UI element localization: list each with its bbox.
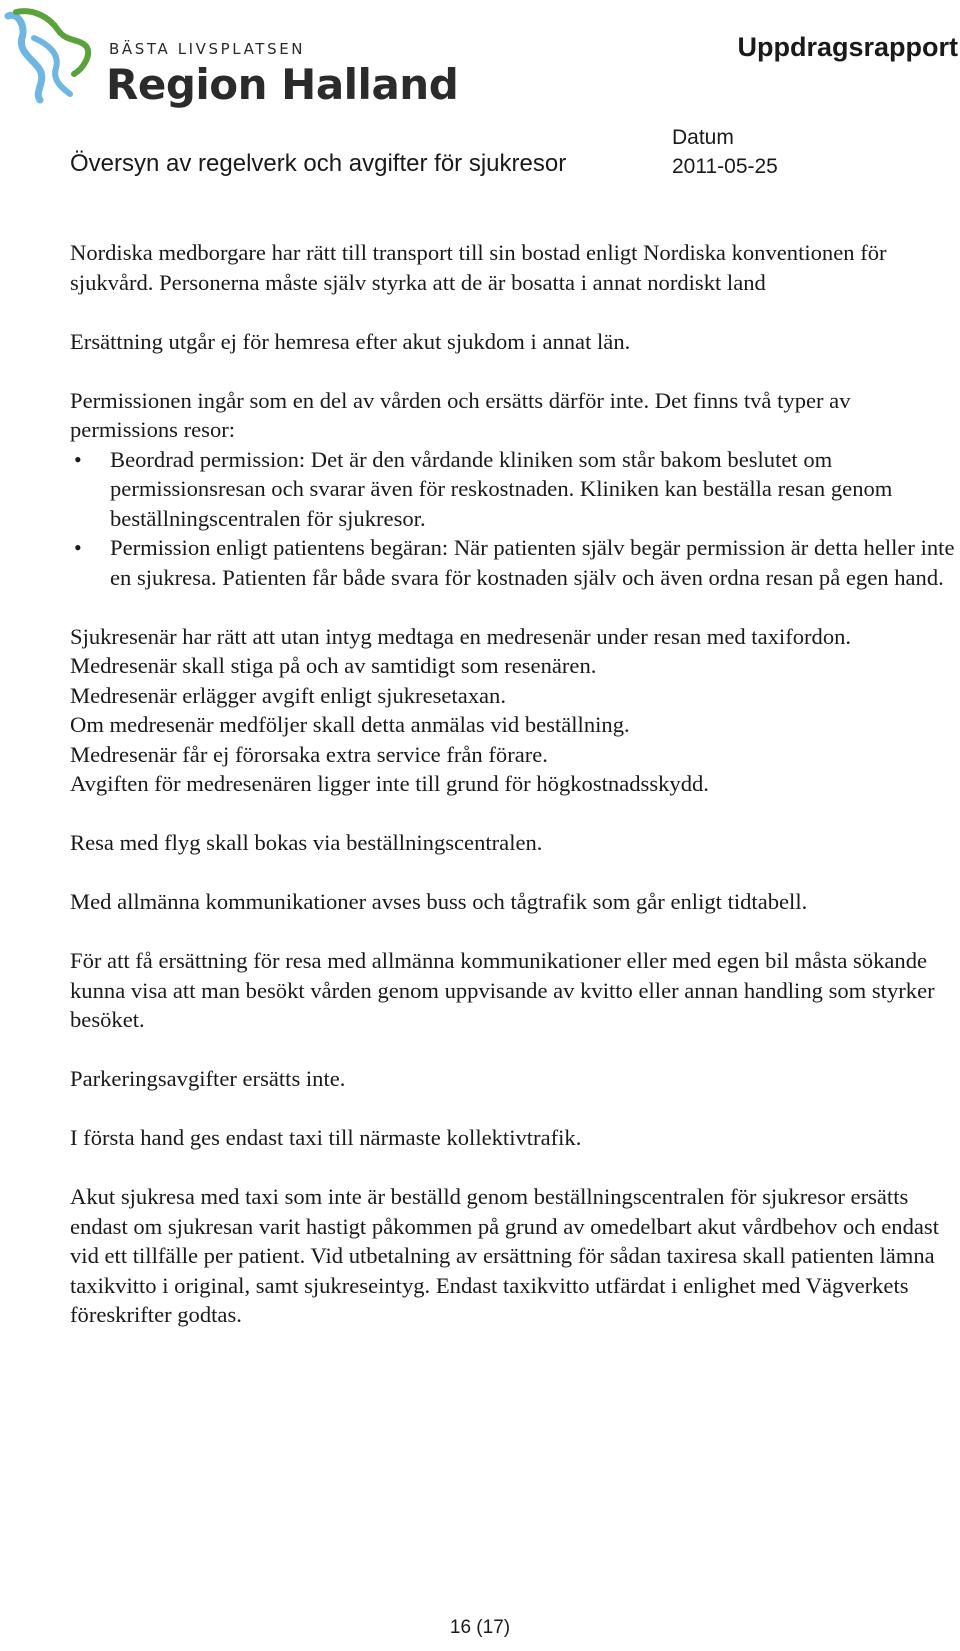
paragraph-parking: Parkeringsavgifter ersätts inte. bbox=[70, 1066, 346, 1091]
paragraph-taxi: I första hand ges endast taxi till närmaste kollektivtrafik. bbox=[70, 1125, 582, 1150]
region-halland-wave-icon bbox=[4, 8, 104, 108]
date-label: Datum bbox=[672, 126, 734, 149]
paragraph-compensation: För att få ersättning för resa med allmänna kommunikationer eller med egen bil måsta sökande kunna visa att man besökt vården genom uppvisande av kvitto eller annan handling som styrker besöket. bbox=[70, 948, 935, 1032]
paragraph-public-transport: Med allmänna kommunikationer avses buss och tågtrafik som går enligt tidtabell. bbox=[70, 889, 808, 914]
companion-line: Medresenär skall stiga på och av samtidigt som resenären. bbox=[70, 653, 597, 678]
permission-types-list bbox=[70, 445, 960, 593]
logo-brand-name: Region Halland bbox=[106, 60, 459, 109]
paragraph-permission: Permissionen ingår som en del av vården och ersätts därför inte. Det finns två typer av permissions resor: bbox=[70, 387, 851, 442]
paragraph-acute-taxi: Akut sjukresa med taxi som inte är beställd genom beställningscentralen för sjukresor ersätts endast om sjukresan varit hastigt påkommen på grund av omedelbart akut vårdbehov och endast vid ett tillfälle per patient. Vid utbetalning av ersättning för sådan taxiresa skall patienten lämna taxikvitto i original, samt sjukreseintyg. Endast taxikvitto utfärdat i enlighet med Vägverkets föreskrifter godtas. bbox=[70, 1184, 939, 1327]
document-subject: Översyn av regelverk och avgifter för sjukresor bbox=[70, 150, 567, 177]
companion-line: Medresenär får ej förorsaka extra service från förare. bbox=[70, 741, 548, 767]
companion-line: Medresenär erlägger avgift enligt sjukresetaxan. bbox=[70, 682, 506, 708]
paragraph-nordic-citizens: Nordiska medborgare har rätt till transport till sin bostad enligt Nordiska konventionen för sjukvård. Personerna måste själv styrka att de är bosatta i annat nordiskt land bbox=[70, 240, 887, 295]
companion-line: Avgiften för medresenären ligger inte till grund för högkostnadsskydd. bbox=[70, 771, 709, 796]
companion-line: Om medresenär medföljer skall detta anmälas vid beställning. bbox=[70, 712, 630, 737]
logo-tagline: BÄSTA LIVSPLATSEN bbox=[109, 40, 306, 58]
date-value: 2011-05-25 bbox=[672, 155, 778, 178]
paragraph-return-trip: Ersättning utgår ej för hemresa efter akut sjukdom i annat län. bbox=[70, 328, 631, 354]
page-number: 16 (17) bbox=[449, 1617, 511, 1638]
companion-line: Sjukresenär har rätt att utan intyg medtaga en medresenär under resan med taxifordon. bbox=[70, 623, 852, 649]
list-item: • Beordrad permission: Det är den vårdande kliniken som står bakom beslutet om permissionsresan och svarar även för reskostnaden. Kliniken kan beställa resan genom beställningscentralen för sjukresor. bbox=[110, 445, 960, 534]
list-item: • Permission enligt patientens begäran: När patienten själv begär permission är detta heller inte en sjukresa. Patienten får både svara för kostnaden själv och även ordna resan på egen hand. bbox=[110, 533, 960, 592]
document-body bbox=[70, 238, 960, 1359]
companion-rules bbox=[70, 622, 960, 799]
paragraph-flight: Resa med flyg skall bokas via beställningscentralen. bbox=[70, 830, 543, 855]
document-type: Uppdragsrapport bbox=[737, 32, 958, 62]
region-halland-logo bbox=[4, 8, 459, 109]
